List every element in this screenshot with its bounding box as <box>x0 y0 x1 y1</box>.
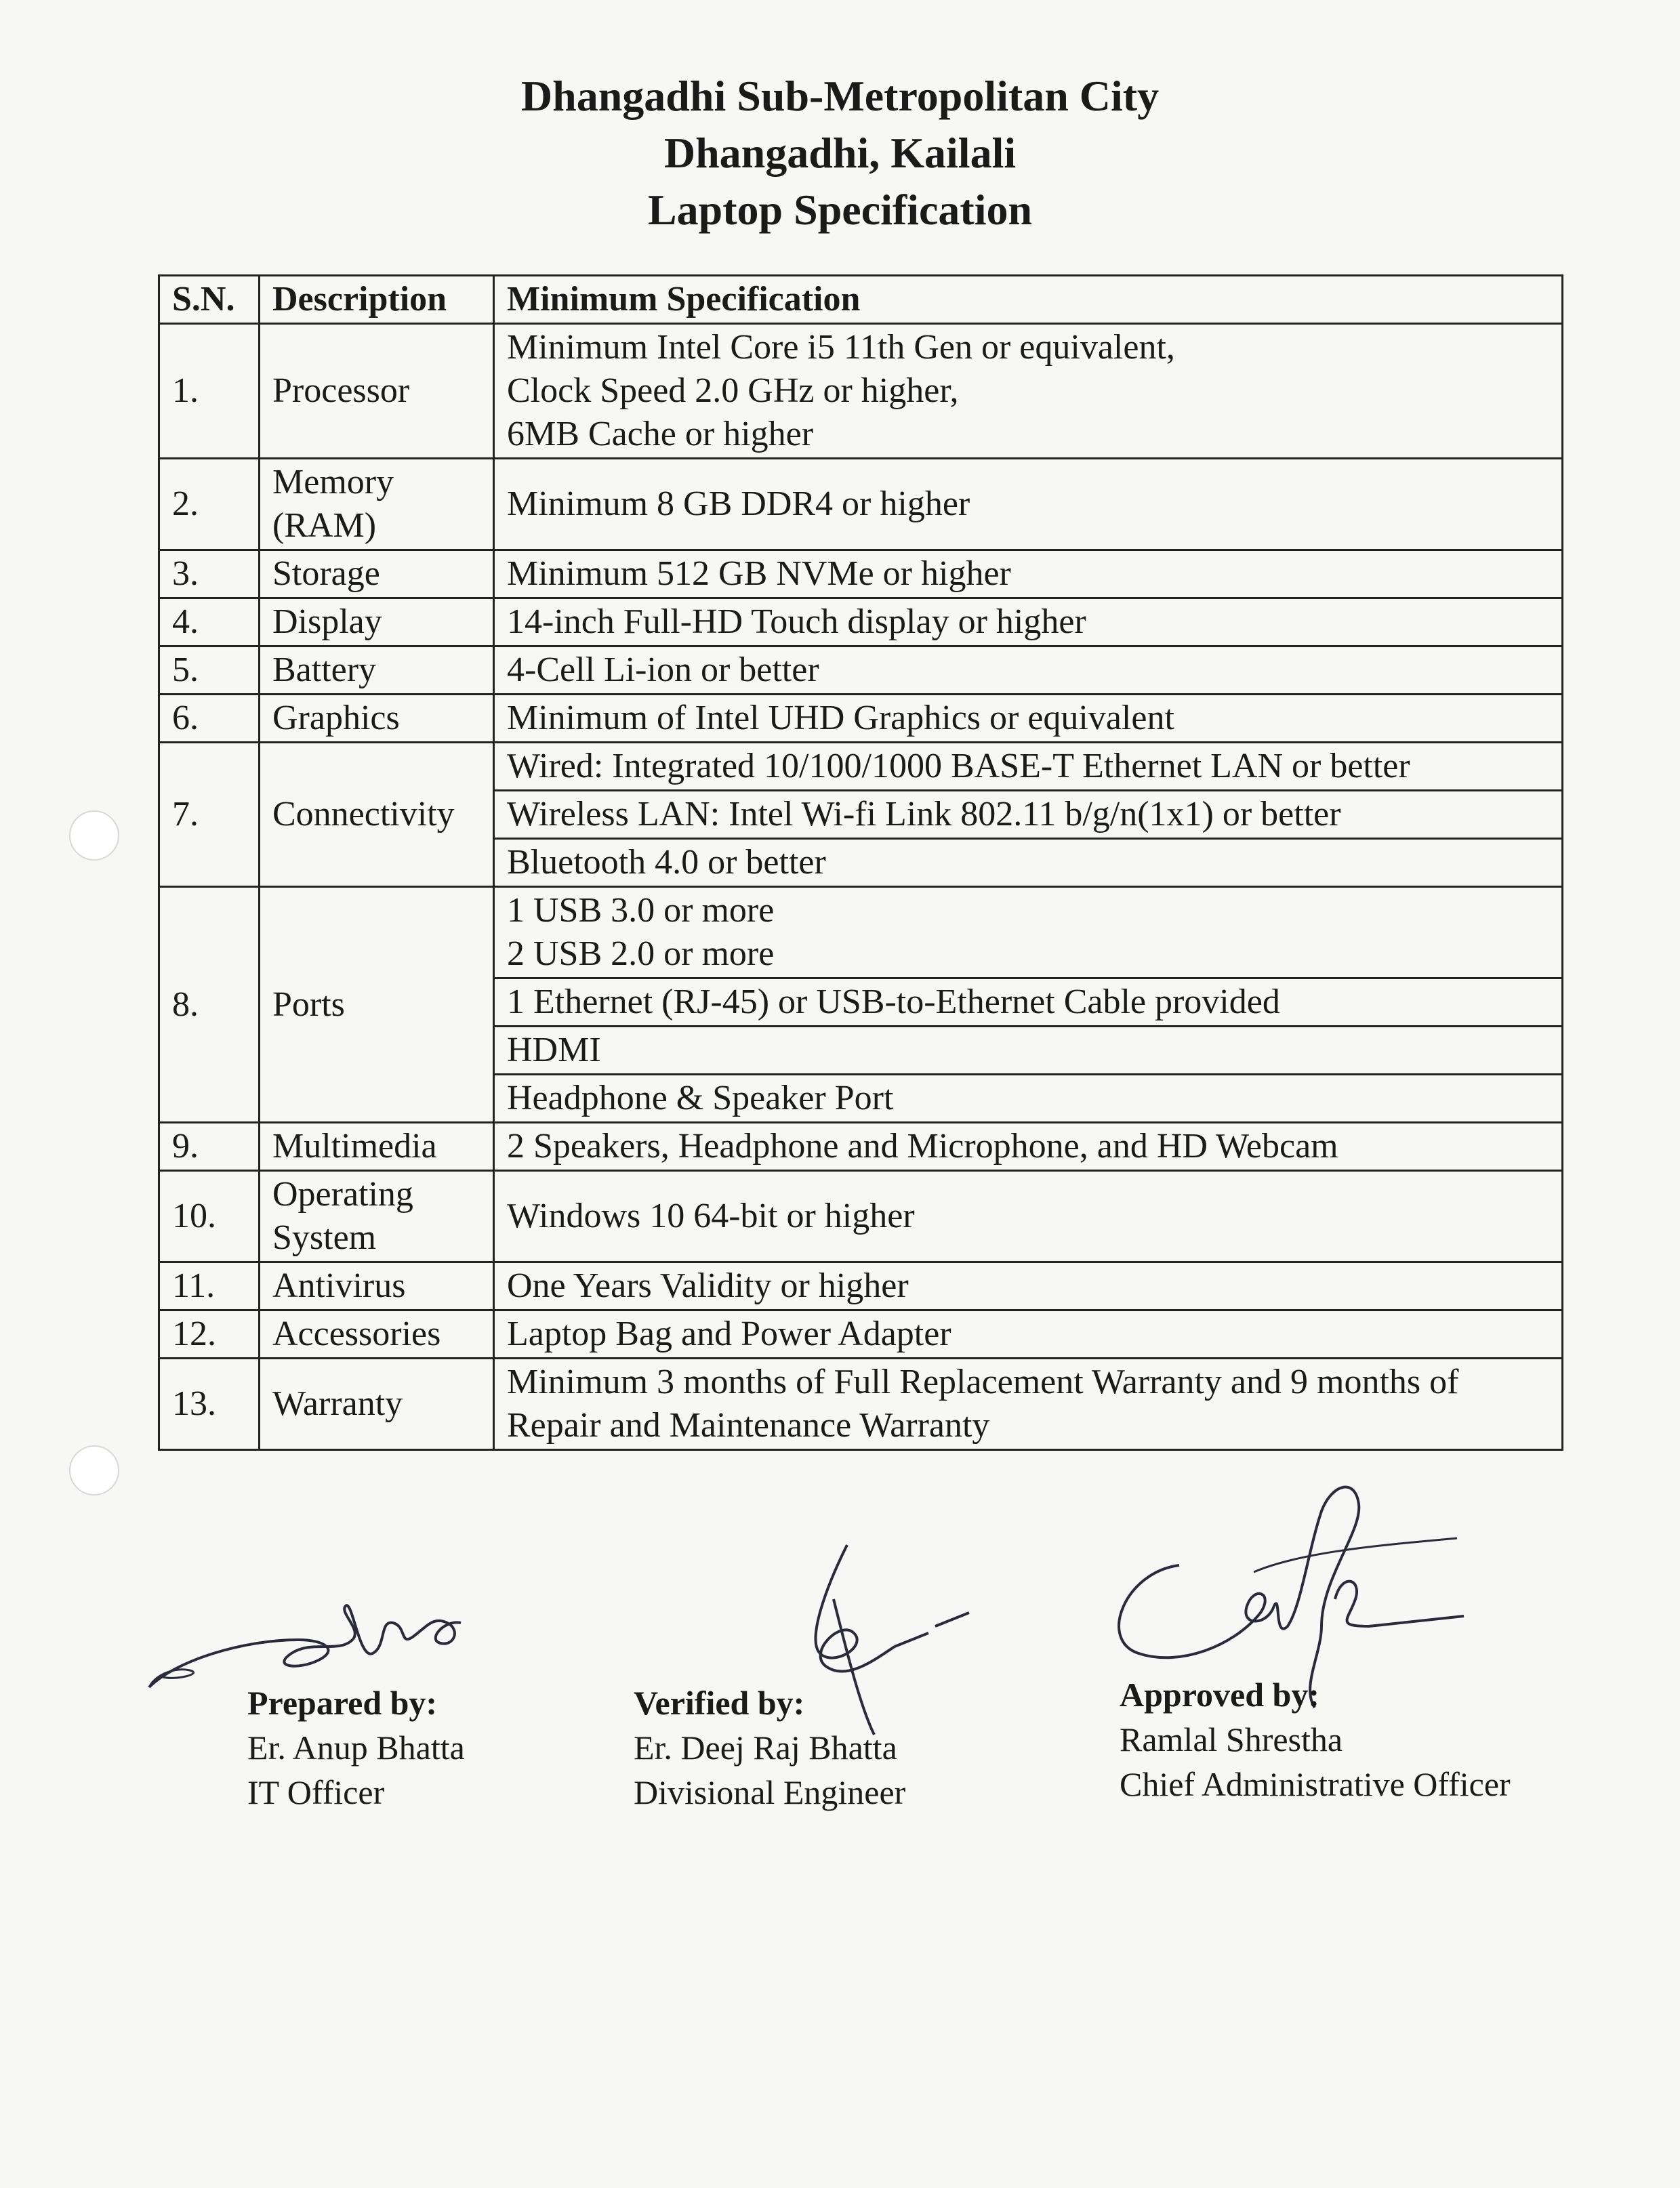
row-description: Ports <box>260 887 494 1123</box>
row-specification: 14-inch Full-HD Touch display or higher <box>494 598 1563 646</box>
verified-by-label: Verified by: <box>634 1684 805 1722</box>
col-header-sn: S.N. <box>159 276 260 324</box>
row-sn: 10. <box>159 1171 260 1262</box>
col-header-description: Description <box>260 276 494 324</box>
table-row <box>159 1171 1563 1262</box>
row-sn: 1. <box>159 324 260 459</box>
prepared-by-title: IT Officer <box>247 1773 385 1811</box>
table-row <box>159 550 1563 598</box>
row-description: Accessories <box>260 1310 494 1359</box>
row-description: Battery <box>260 646 494 695</box>
row-sn: 2. <box>159 459 260 550</box>
row-sn: 6. <box>159 695 260 743</box>
row-description: Memory (RAM) <box>260 459 494 550</box>
table-row <box>159 1262 1563 1310</box>
row-specification: Windows 10 64-bit or higher <box>494 1171 1563 1262</box>
row-specification: Wireless LAN: Intel Wi-fi Link 802.11 b/g/n(1x1) or better <box>494 791 1563 839</box>
row-description: Processor <box>260 324 494 459</box>
row-description: Connectivity <box>260 743 494 887</box>
approved-by-block <box>1120 1672 1511 1807</box>
document-header <box>0 68 1680 239</box>
row-sn: 4. <box>159 598 260 646</box>
row-specification: 4-Cell Li-ion or better <box>494 646 1563 695</box>
row-sn: 8. <box>159 887 260 1123</box>
row-description: Warranty <box>260 1359 494 1450</box>
verified-by-block <box>634 1680 905 1815</box>
row-specification: Laptop Bag and Power Adapter <box>494 1310 1563 1359</box>
table-row <box>159 459 1563 550</box>
row-specification: Minimum 3 months of Full Replacement Warranty and 9 months of Repair and Maintenance Warranty <box>494 1359 1563 1450</box>
table-body <box>159 324 1563 1450</box>
row-specification: Minimum 8 GB DDR4 or higher <box>494 459 1563 550</box>
row-specification: HDMI <box>494 1027 1563 1075</box>
table-row <box>159 646 1563 695</box>
row-description: Operating System <box>260 1171 494 1262</box>
verified-by-title: Divisional Engineer <box>634 1773 906 1811</box>
table-row <box>159 598 1563 646</box>
prepared-by-block <box>247 1680 465 1815</box>
row-sn: 5. <box>159 646 260 695</box>
row-sn: 11. <box>159 1262 260 1310</box>
table-row <box>159 1123 1563 1171</box>
document-title: Laptop Specification <box>647 186 1033 234</box>
approved-by-name: Ramlal Shrestha <box>1120 1720 1343 1758</box>
row-specification: 1 Ethernet (RJ-45) or USB-to-Ethernet Cable provided <box>494 978 1563 1027</box>
row-sn: 3. <box>159 550 260 598</box>
row-specification: 1 USB 3.0 or more 2 USB 2.0 or more <box>494 887 1563 978</box>
row-description: Graphics <box>260 695 494 743</box>
row-sn: 7. <box>159 743 260 887</box>
row-sn: 9. <box>159 1123 260 1171</box>
row-specification: Minimum 512 GB NVMe or higher <box>494 550 1563 598</box>
col-header-specification: Minimum Specification <box>494 276 1563 324</box>
row-specification: Wired: Integrated 10/100/1000 BASE-T Ethernet LAN or better <box>494 743 1563 791</box>
table-header-row <box>159 276 1563 324</box>
row-description: Display <box>260 598 494 646</box>
approved-by-label: Approved by: <box>1120 1676 1319 1714</box>
row-specification: Minimum Intel Core i5 11th Gen or equivalent, Clock Speed 2.0 GHz or higher, 6MB Cache or higher <box>494 324 1563 459</box>
prepared-by-label: Prepared by: <box>247 1684 438 1722</box>
prepared-by-name: Er. Anup Bhatta <box>247 1729 465 1767</box>
spec-table <box>158 274 1563 1451</box>
row-specification: 2 Speakers, Headphone and Microphone, and HD Webcam <box>494 1123 1563 1171</box>
row-description: Storage <box>260 550 494 598</box>
table-row <box>159 324 1563 459</box>
row-specification: Minimum of Intel UHD Graphics or equivalent <box>494 695 1563 743</box>
table-row <box>159 887 1563 978</box>
punch-hole-top <box>69 810 119 861</box>
table-row <box>159 695 1563 743</box>
row-specification: Headphone & Speaker Port <box>494 1075 1563 1123</box>
row-specification: Bluetooth 4.0 or better <box>494 839 1563 887</box>
table-row <box>159 1359 1563 1450</box>
table-row <box>159 1310 1563 1359</box>
approved-by-title: Chief Administrative Officer <box>1120 1765 1511 1803</box>
row-description: Antivirus <box>260 1262 494 1310</box>
table-row <box>159 743 1563 791</box>
row-description: Multimedia <box>260 1123 494 1171</box>
row-sn: 13. <box>159 1359 260 1450</box>
punch-hole-bottom <box>69 1445 119 1495</box>
verified-by-name: Er. Deej Raj Bhatta <box>634 1729 897 1767</box>
row-specification: One Years Validity or higher <box>494 1262 1563 1310</box>
org-name: Dhangadhi Sub-Metropolitan City <box>520 72 1160 120</box>
org-location: Dhangadhi, Kailali <box>663 129 1017 177</box>
row-sn: 12. <box>159 1310 260 1359</box>
